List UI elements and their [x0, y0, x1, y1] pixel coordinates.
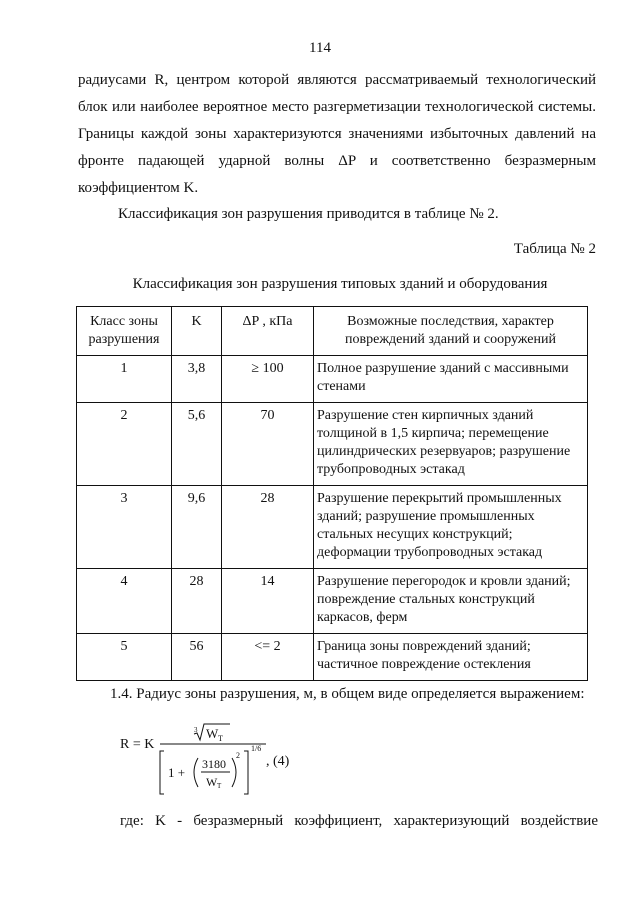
- numerator-w: W: [206, 726, 219, 741]
- cell-effects: Граница зоны повреждений зданий; частичное повреждение остекления: [314, 634, 588, 681]
- cell-k: 9,6: [172, 486, 222, 569]
- root-index: 3: [194, 726, 198, 734]
- cell-k: 28: [172, 569, 222, 634]
- cell-k: 56: [172, 634, 222, 681]
- classification-note: Классификация зон разрушения приводится в таблице № 2.: [118, 206, 499, 222]
- cell-delta-p: ≥ 100: [222, 356, 314, 403]
- cell-k: 5,6: [172, 403, 222, 486]
- table-label: Таблица № 2: [513, 241, 596, 257]
- header-k: K: [172, 307, 222, 356]
- inner-power: 2: [236, 751, 240, 760]
- intro-line: Границы каждой зоны характеризуются значениями избыточных давлений на: [78, 126, 596, 142]
- intro-line: блок или наиболее вероятное место разгерметизации технологической системы.: [78, 99, 596, 115]
- numerator-subscript: T: [218, 734, 223, 743]
- table-caption: Классификация зон разрушения типовых зданий и оборудования: [132, 276, 548, 292]
- cell-delta-p: <= 2: [222, 634, 314, 681]
- intro-line: коэффициентом K.: [78, 180, 199, 196]
- section-text: 1.4. Радиус зоны разрушения, м, в общем виде определяется выражением:: [110, 686, 585, 702]
- inner-subscript: T: [217, 782, 222, 790]
- cell-zone: 2: [77, 403, 172, 486]
- equation-number: , (4): [266, 754, 290, 769]
- right-paren: [232, 758, 236, 787]
- cell-delta-p: 70: [222, 403, 314, 486]
- constant: 3180: [202, 757, 226, 771]
- left-paren: [194, 758, 198, 787]
- zones-table: [76, 306, 588, 681]
- formula-lhs: R = K: [120, 737, 155, 752]
- inner-denominator-w: W: [206, 775, 218, 789]
- table-row: [77, 569, 588, 634]
- cell-effects: Разрушение перегородок и кровли зданий; повреждение стальных конструкций каркасов, ферм: [314, 569, 588, 634]
- table-row: [77, 486, 588, 569]
- header-effects: Возможные последствия, характер повреждений зданий и сооружений: [314, 307, 588, 356]
- cell-delta-p: 28: [222, 486, 314, 569]
- table-row: [77, 356, 588, 403]
- cell-effects: Полное разрушение зданий с массивными стенами: [314, 356, 588, 403]
- one-plus: 1 +: [168, 765, 186, 780]
- intro-line: радиусами R, центром которой являются рассматриваемый технологический: [78, 72, 596, 88]
- where-text: где: K - безразмерный коэффициент, характеризующий воздействие: [120, 813, 598, 829]
- cell-zone: 5: [77, 634, 172, 681]
- header-delta-p: ΔP , кПа: [222, 307, 314, 356]
- intro-paragraph: [78, 67, 596, 202]
- table-row: [77, 634, 588, 681]
- cell-k: 3,8: [172, 356, 222, 403]
- table-header-row: [77, 307, 588, 356]
- cell-zone: 4: [77, 569, 172, 634]
- right-bracket: [244, 751, 248, 794]
- outer-power: 1/6: [251, 744, 262, 753]
- cell-zone: 1: [77, 356, 172, 403]
- cell-effects: Разрушение перекрытий промышленных зданий; разрушение промышленных стальных несущих конструкций; деформации трубопроводных эстакад: [314, 486, 588, 569]
- cell-effects: Разрушение стен кирпичных зданий толщиной в 1,5 кирпича; перемещение цилиндрических резервуаров; разрушение трубопроводных эстакад: [314, 403, 588, 486]
- intro-line: фронте падающей ударной волны ΔP и соответственно безразмерным: [78, 153, 596, 169]
- table-row: [77, 403, 588, 486]
- left-bracket: [160, 751, 164, 794]
- page-number: 114: [309, 40, 331, 56]
- cell-delta-p: 14: [222, 569, 314, 634]
- radius-formula: [120, 720, 320, 800]
- header-zone-class: Класс зоны разрушения: [77, 307, 172, 356]
- cell-zone: 3: [77, 486, 172, 569]
